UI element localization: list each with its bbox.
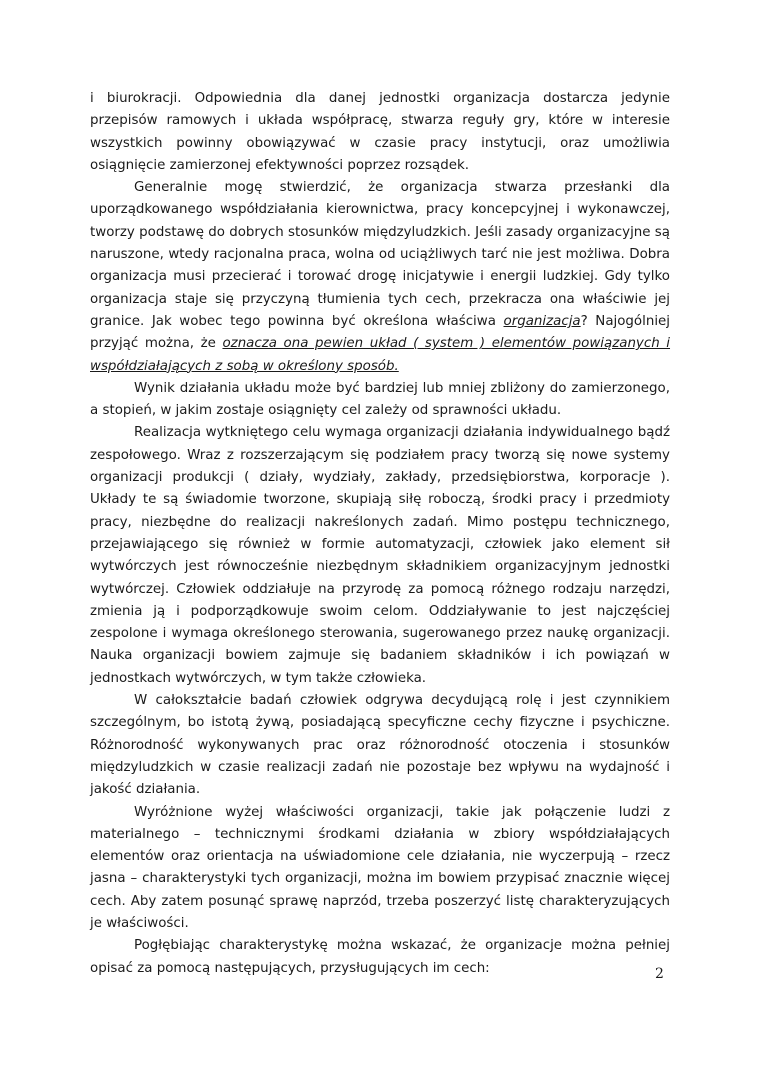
paragraph-text: Wyróżnione wyżej właściwości organizacji, takie jak połączenie ludzi z materialnego – technicznymi środkami działania w zbiory współdziałających elementów oraz orientacja na uświadomione cele działania, nie wyczerpują – rzecz jasna – charakterystyki tych organizacji, można im bowiem przypisać znacznie więcej cech. Aby zatem posunąć sprawę naprzód, trzeba poszerzyć listę charakteryzujących je właściwości.: [90, 804, 670, 931]
body-text: [90, 88, 670, 980]
paragraph-3: [90, 378, 670, 423]
paragraph-4: [90, 422, 670, 690]
page-number: 2: [655, 966, 664, 982]
paragraph-text: ? Najogólniej przyjąć można, że: [90, 313, 671, 352]
paragraph-1: [90, 88, 670, 177]
emphasized-definition: oznacza ona pewien układ ( system ) elementów powiązanych i współdziałających z sobą w określony sposób.: [90, 336, 671, 374]
paragraph-2: [90, 177, 670, 378]
paragraph-5: [90, 690, 670, 801]
paragraph-text: Wynik działania układu może być bardziej lub mniej zbliżony do zamierzonego, a stopień, w jakim zostaje osiągnięty cel zależy od sprawności układu.: [90, 380, 670, 419]
paragraph-text: i biurokracji. Odpowiednia dla danej jednostki organizacja dostarcza jedynie przepisów ramowych i układa współpracę, stwarza reguły gry, które w interesie wszystkich powinny obowiązywać w czasie pracy instytucji, oraz umożliwia osiągnięcie zamierzonej efektywności poprzez rozsądek.: [90, 91, 670, 173]
paragraph-6: [90, 802, 670, 936]
emphasized-term-organizacja: organizacja: [503, 313, 581, 329]
paragraph-7: [90, 935, 670, 980]
paragraph-text: W całokształcie badań człowiek odgrywa decydującą rolę i jest czynnikiem szczególnym, bo istotą żywą, posiadającą specyficzne cechy fizyczne i psychiczne. Różnorodność wykonywanych prac oraz różnorodność otoczenia i stosunków międzyludzkich w czasie realizacji zadań nie pozostaje bez wpływu na wydajność i jakość działania.: [90, 693, 670, 798]
paragraph-text: Pogłębiając charakterystykę można wskazać, że organizacje można pełniej opisać za pomocą następujących, przysługujących im cech:: [90, 938, 670, 976]
paragraph-text: Generalnie mogę stwierdzić, że organizacja stwarza przesłanki dla uporządkowanego współdziałania kierownictwa, pracy koncepcyjnej i wykonawczej, tworzy podstawę do dobrych stosunków międzyludzkich. Jeśli zasady organizacyjne są naruszone, wtedy racjonalna praca, wolna od uciążliwych tarć nie jest możliwa. Dobra organizacja musi przecierać i torować drogę inicjatywie i energii ludzkiej. Gdy tylko organizacja staje się przyczyną tłumienia tych cech, przekracza ona właściwie jej granice. Jak wobec tego powinna być określona właściwa: [90, 180, 670, 329]
paragraph-text: Realizacja wytkniętego celu wymaga organizacji działania indywidualnego bądź zespołowego. Wraz z rozszerzającym się podziałem pracy tworzą się nowe systemy organizacji produkcji ( działy, wydziały, zakłady, przedsiębiorstwa, korporacje ). Układy te są świadomie tworzone, skupiają siłę roboczą, środki pracy i przedmioty pracy, niezbędne do realizacji nakreślonych zadań. Mimo postępu technicznego, przejawiającego się również w formie automatyzacji, człowiek jako element sił wytwórczych jest równocześnie niezbędnym składnikiem organizacyjnym jednostki wytwórczej. Człowiek oddziałuje na przyrodę za pomocą różnego rodzaju narzędzi, zmienia ją i podporządkowuje swoim celom. Oddziaływanie to jest najczęściej zespolone i wymaga określonego sterowania, sugerowanego przez naukę organizacji. Nauka organizacji bowiem zajmuje się badaniem składników i ich powiązań w jednostkach wytwórczych, w tym także człowieka.: [90, 425, 670, 686]
